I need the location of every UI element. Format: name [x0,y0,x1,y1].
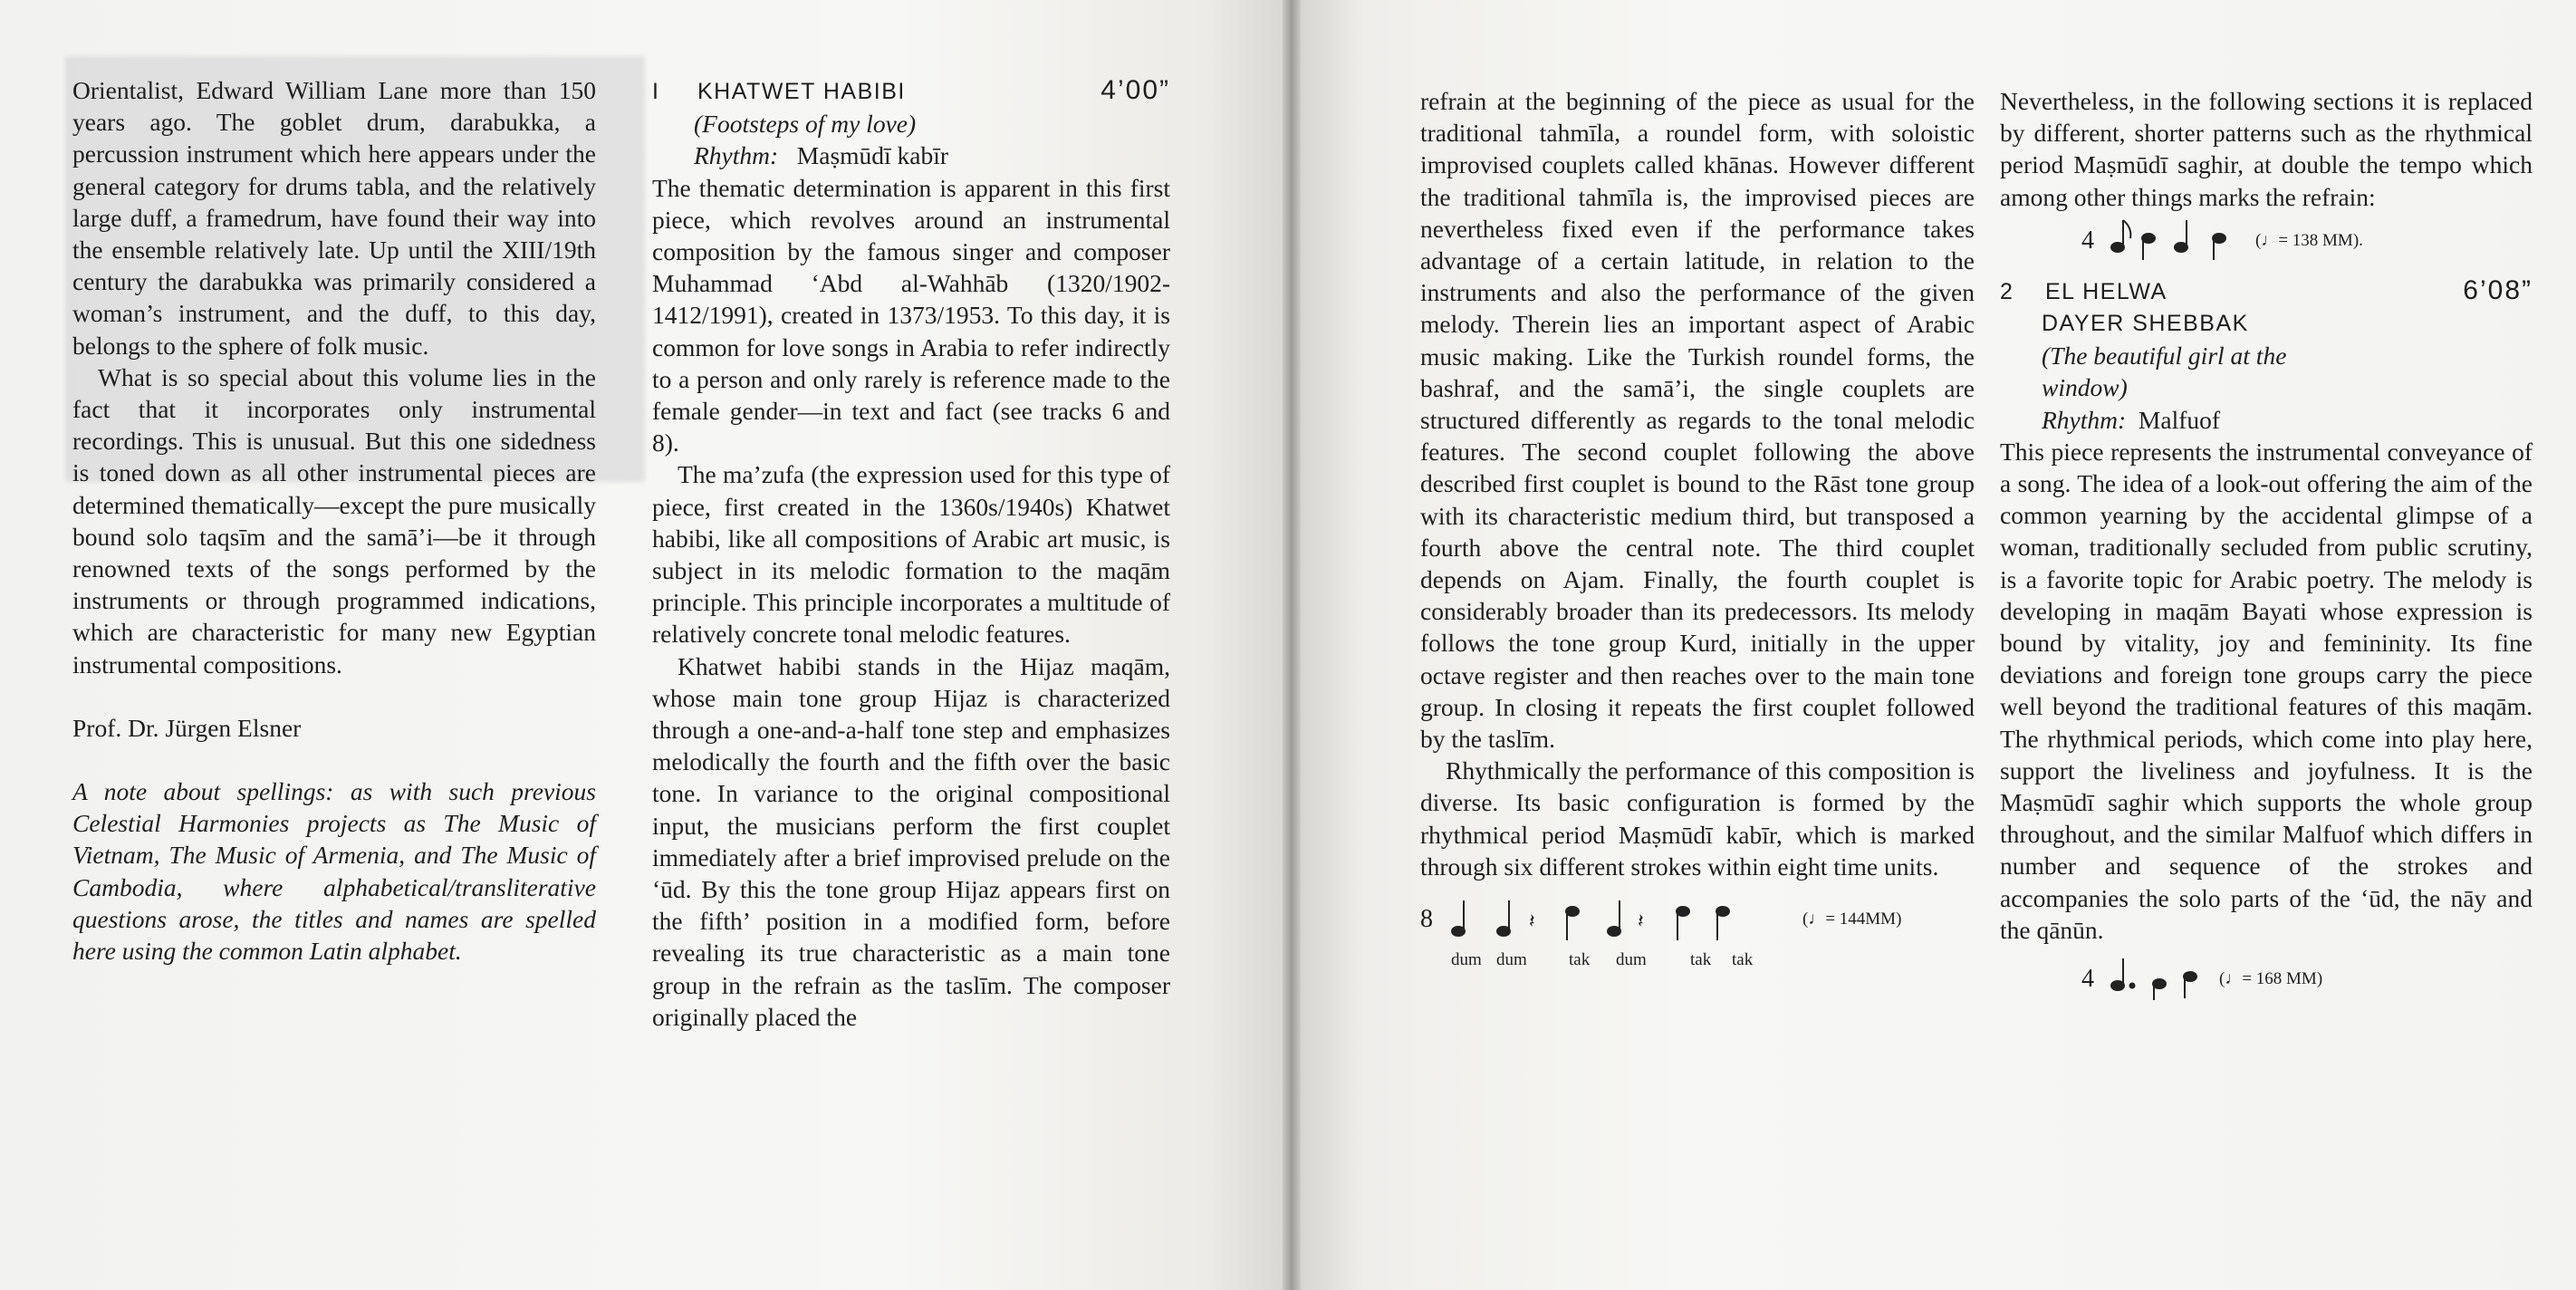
note-dum-2 [1497,927,1510,936]
signature: Prof. Dr. Jürgen Elsner [72,713,302,742]
book-gutter [1283,0,1301,1290]
intro-paragraph-1: Orientalist, Edward William Lane more than 150 years ago. The goblet drum, darabukka, a percussion instrument which here appears under the general category for drums tabla, and the relatively large duff, a framedrum, have found their way into the ensemble relatively late. Up until the XIII/19th century the darabukka was primarily considered a woman’s instrument, and the duff, to this day, belongs to the sphere of folk music. [72,76,596,360]
rhythm-syllables [1420,944,1975,976]
malfuof-notation [2000,951,2533,1007]
track-1-rhythm-name: Maṣmūdī kabīr [796,141,949,170]
refrain-paragraph: Nevertheless, in the following sections it is replaced by different, shorter patterns such as the rhythmical period Maṣmūdī saghir, at double the tempo which among other things marks the refrain: [2000,87,2533,211]
rhythm-notes-kabir [1446,897,1790,942]
right-column-1 [1420,85,1975,976]
track-1-rhythm-label: Rhythm: [694,141,779,170]
note-tak-1 [1566,907,1579,916]
rest-1: 𝄽 [1529,910,1535,933]
track-1-paragraph-1: The thematic determination is apparent in this first piece, which revolves around an instrumental composition by the famous singer and composer Muhammad ‘Abd al-Wahhāb (1320/1902-1412/1991), created in 1373/1953. To this day, it is common for love songs in Arabia to refer indirectly to a person and only rarely is reference made to the female gender—in text and fact (see tracks 6 and 8). [652,173,1170,457]
track-2-rhythm-name: Malfuof [2138,405,2221,434]
right-column-2 [2000,85,2533,1007]
syllable: dum [1451,950,1482,970]
syllable: dum [1496,950,1527,970]
rest-2: 𝄽 [1638,910,1644,933]
track-2-title: EL HELWA [2045,278,2167,304]
note-tak-3 [1716,907,1729,916]
syllable: tak [1569,950,1591,970]
notation-tempo: (♩= 168 MM) [2219,969,2323,989]
track-1-number: I [652,79,660,104]
left-column-2 [652,74,1170,1033]
track-1-paragraph-2: The ma’zufa (the expression used for this type of piece, first created in the 1360s/1940s) Khatwet habibi, like all compositions of Arabic art music, is subject in its melodic formation to the maqām principle. This principle incorporates a multitude of relatively concrete tonal melodic features. [652,460,1170,649]
notation-meter: 8 [1420,905,1433,934]
track-2-heading [2000,274,2533,308]
left-page [0,0,1283,1290]
track-2-number: 2 [2000,278,2014,304]
rhythm-notes-saghir [2107,218,2243,264]
note-dum-1 [1452,927,1465,936]
notation-meter: 4 [2081,226,2094,255]
track-2-duration: 6’08” [2463,274,2533,305]
masmudi-saghir-notation [2000,213,2533,269]
track-1-subtitle: (Footsteps of my love) [694,110,917,139]
track-2-paragraph: This piece represents the instrumental conveyance of a song. The idea of a look-out offering the aim of the common yearning by the accidental glimpse of a woman, traditionally secluded from public scrutiny, is a favorite topic for Arabic poetry. The melody is developing in maqām Bayati whose expression is bound by vitality, joy and femininity. Its fine deviations and foreign tone groups carry the piece well beyond the traditional features of this maqām. The rhythmical periods, which come into play here, support the liveliness and joyfulness. It is the Maṣmūdī saghir which supports the whole group throughout, and the similar Malfuof which differs in number and sequence of the strokes and accompanies the solo parts of the ‘ūd, the nāy and the qānūn. [2000,437,2533,944]
masmudi-kabir-notation [1420,891,1975,948]
intro-paragraph-2: What is so special about this volume lies in the fact that it incorporates only instrumental recordings. This is unusual. But this one sidedness is toned down as all other instrumental pieces are determined thematically—except the pure musically bound solo taqsīm and the samā’i—be it through renowned texts of the songs performed by the instruments or through programmed indications, which are characteristic for many new Egyptian instrumental compositions. [72,362,596,679]
syllable: tak [1732,950,1754,970]
note-tak-2 [1677,907,1689,916]
track-2-title-line-2: DAYER SHEBBAK [2042,311,2249,337]
rhythm-notes-malfuof [2107,957,2206,1002]
track-2-rhythm [2000,404,2533,436]
track-1-paragraph-5: Rhythmically the performance of this composition is diverse. Its basic configuration is formed by the rhythmical period Maṣmūdī kabīr, which is marked through six different strokes within eight time units. [1420,756,1975,881]
notation-meter: 4 [2081,965,2094,994]
track-2-subtitle: (The beautiful girl at the window) [2042,342,2287,402]
notation-tempo: (♩= 144MM) [1802,910,1902,929]
track-2-rhythm-label: Rhythm: [2042,405,2127,434]
note-dum-3 [1608,927,1620,936]
track-1-title: KHATWET HABIBI [697,79,906,104]
track-1-heading [652,74,1170,108]
track-1-paragraph-3: Khatwet habibi stands in the Hijaz maqām, whose main tone group Hijaz is characterized through a one-and-a-half tone step and emphasizes melodically the fourth and the fifth over the basic tone. In variance to the original compositional input, the musicians perform the first couplet immediately after a brief improvised prelude on the ‘ūd. By this the tone group Hijaz appears first on the fifth’ position in a modified form, before revealing its true characteristic as a main tone group in the refrain as the taslīm. The composer originally placed the [652,651,1170,1031]
syllable: dum [1616,950,1647,970]
left-column-1 [72,74,596,967]
track-1-duration: 4’00” [1101,75,1170,105]
right-page [1301,0,2576,1290]
track-1-rhythm [652,140,1170,171]
spelling-note: A note about spellings: as with such previous Celestial Harmonies projects as The Music of Vietnam, The Music of Armenia, and The Music of Cambodia, where alphabetical/transliterative questions arose, the titles and names are spelled here using the common Latin alphabet. [72,777,596,966]
track-1-paragraph-4: refrain at the beginning of the piece as usual for the traditional tahmīla, a roundel form, with soloistic improvised couplets called khānas. However different the traditional tahmīla is, the improvised pieces are nevertheless fixed even if the performance takes advantage of a certain latitude, in relation to the instruments and also the performance of the given melody. Therein lies an important aspect of Arabic music making. Like the Turkish roundel forms, the bashraf, and the samā’i, the single couplets are structured differently as regards to the tonal melodic features. The second couplet following the above described first couplet is bound to the Rāst tone group with its characteristic medium third, but transposed a fourth above the central note. The third couplet depends on Ajam. Finally, the fourth couplet is considerably broader than its predecessors. Its melody follows the tone group Kurd, initially in the upper octave register and then reaches over to the main tone group. In closing it repeats the first couplet followed by the taslīm. [1420,87,1975,754]
syllable: tak [1690,950,1712,970]
notation-tempo: (♩= 138 MM). [2255,231,2363,251]
